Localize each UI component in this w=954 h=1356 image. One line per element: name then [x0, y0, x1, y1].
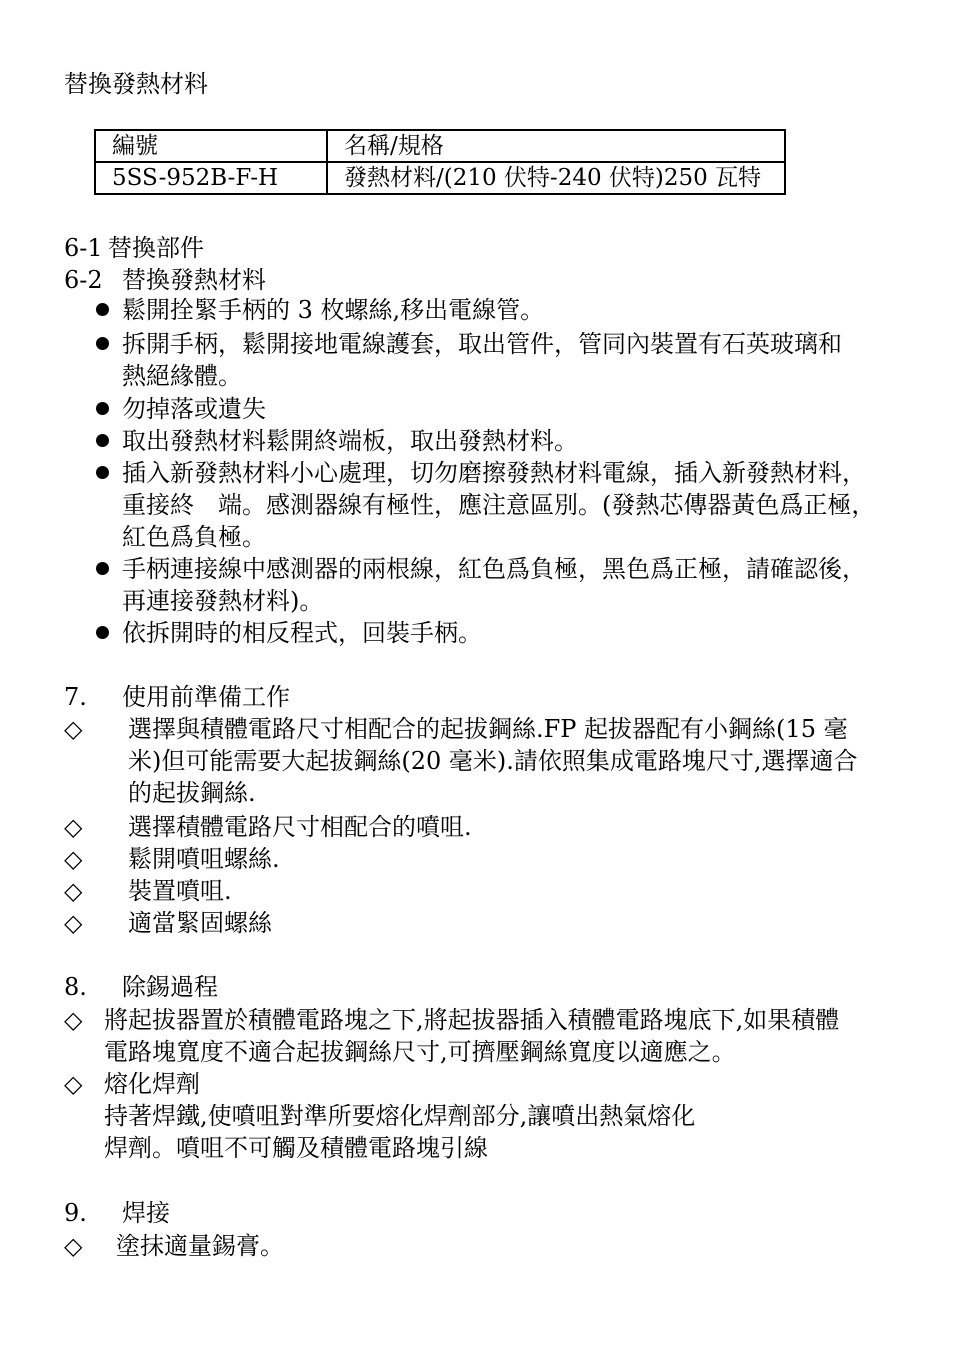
- table-cell: 5SS-952B-F-H: [95, 162, 327, 194]
- list-item-continuation: 米)但可能需要大起拔鋼絲(20 毫米).請依照集成電路塊尺寸,選擇適合: [128, 747, 858, 775]
- list-item: 選擇積體電路尺寸相配合的噴咀.: [128, 813, 472, 841]
- list-item-continuation: 重接終 端。感測器線有極性，應注意區別。(發熱芯傳器黃色爲正極，: [122, 491, 876, 519]
- page-title: 替換發熱材料: [64, 70, 208, 98]
- list-item-continuation: 熱絕緣體。: [122, 362, 242, 390]
- list-item: 取出發熱材料鬆開終端板，取出發熱材料。: [122, 427, 578, 455]
- spec-table: [94, 129, 786, 195]
- diamond-bullet-icon: ◇: [64, 1070, 83, 1098]
- bullet-icon: [96, 562, 109, 575]
- table-cell: 發熱材料/(210 伏特-240 伏特)250 瓦特: [327, 162, 785, 194]
- bullet-icon: [96, 626, 109, 639]
- list-item: 適當緊固螺絲: [128, 909, 272, 937]
- bullet-icon: [96, 402, 109, 415]
- list-item-continuation: 再連接發熱材料)。: [122, 587, 324, 615]
- list-item: 勿掉落或遺失: [122, 395, 266, 423]
- diamond-bullet-icon: ◇: [64, 845, 83, 873]
- section-6-1-title: 替換部件: [108, 234, 204, 262]
- section-6-2-number: 6-2: [64, 266, 103, 294]
- table-header-row: [95, 130, 785, 162]
- section-8-number: 8.: [64, 973, 87, 1001]
- diamond-bullet-icon: ◇: [64, 877, 83, 905]
- section-6-2-title: 替換發熱材料: [122, 266, 266, 294]
- section-7-title: 使用前準備工作: [122, 683, 290, 711]
- list-item-continuation: 焊劑。噴咀不可觸及積體電路塊引線: [104, 1134, 488, 1162]
- list-item: 將起拔器置於積體電路塊之下,將起拔器插入積體電路塊底下,如果積體: [104, 1006, 840, 1034]
- diamond-bullet-icon: ◇: [64, 1006, 83, 1034]
- list-item-continuation: 紅色爲負極。: [122, 523, 266, 551]
- section-7-number: 7.: [64, 683, 87, 711]
- list-item: 手柄連接線中感測器的兩根線，紅色爲負極，黑色爲正極，請確認後，: [122, 555, 866, 583]
- list-item: 熔化焊劑: [104, 1070, 200, 1098]
- list-item: 塗抹適量錫膏。: [116, 1232, 284, 1260]
- list-item: 插入新發熱材料小心處理，切勿磨擦發熱材料電線，插入新發熱材料，: [122, 459, 866, 487]
- table-header-cell: 編號: [95, 130, 327, 162]
- bullet-icon: [96, 303, 109, 316]
- table-row: [95, 162, 785, 194]
- section-6-1-number: 6-1: [64, 234, 103, 262]
- list-item: 選擇與積體電路尺寸相配合的起拔鋼絲.FP 起拔器配有小鋼絲(15 毫: [128, 715, 848, 743]
- section-8-title: 除錫過程: [122, 973, 218, 1001]
- list-item: 鬆開拴緊手柄的 3 枚螺絲,移出電線管。: [122, 296, 545, 324]
- list-item: 鬆開噴咀螺絲.: [128, 845, 280, 873]
- list-item-continuation: 持著焊鐵,使噴咀對準所要熔化焊劑部分,讓噴出熱氣熔化: [104, 1102, 696, 1130]
- bullet-icon: [96, 466, 109, 479]
- list-item-continuation: 電路塊寬度不適合起拔鋼絲尺寸,可擠壓鋼絲寬度以適應之。: [104, 1038, 736, 1066]
- diamond-bullet-icon: ◇: [64, 813, 83, 841]
- bullet-icon: [96, 434, 109, 447]
- bullet-icon: [96, 337, 109, 350]
- diamond-bullet-icon: ◇: [64, 1232, 83, 1260]
- list-item: 拆開手柄，鬆開接地電線護套，取出管件，管同內裝置有石英玻璃和: [122, 330, 842, 358]
- section-9-title: 焊接: [122, 1199, 170, 1227]
- list-item: 依拆開時的相反程式，回裝手柄。: [122, 619, 482, 647]
- table-header-cell: 名稱/規格: [327, 130, 785, 162]
- diamond-bullet-icon: ◇: [64, 909, 83, 937]
- list-item: 裝置噴咀.: [128, 877, 232, 905]
- list-item-continuation: 的起拔鋼絲.: [128, 779, 256, 807]
- diamond-bullet-icon: ◇: [64, 715, 83, 743]
- section-9-number: 9.: [64, 1199, 87, 1227]
